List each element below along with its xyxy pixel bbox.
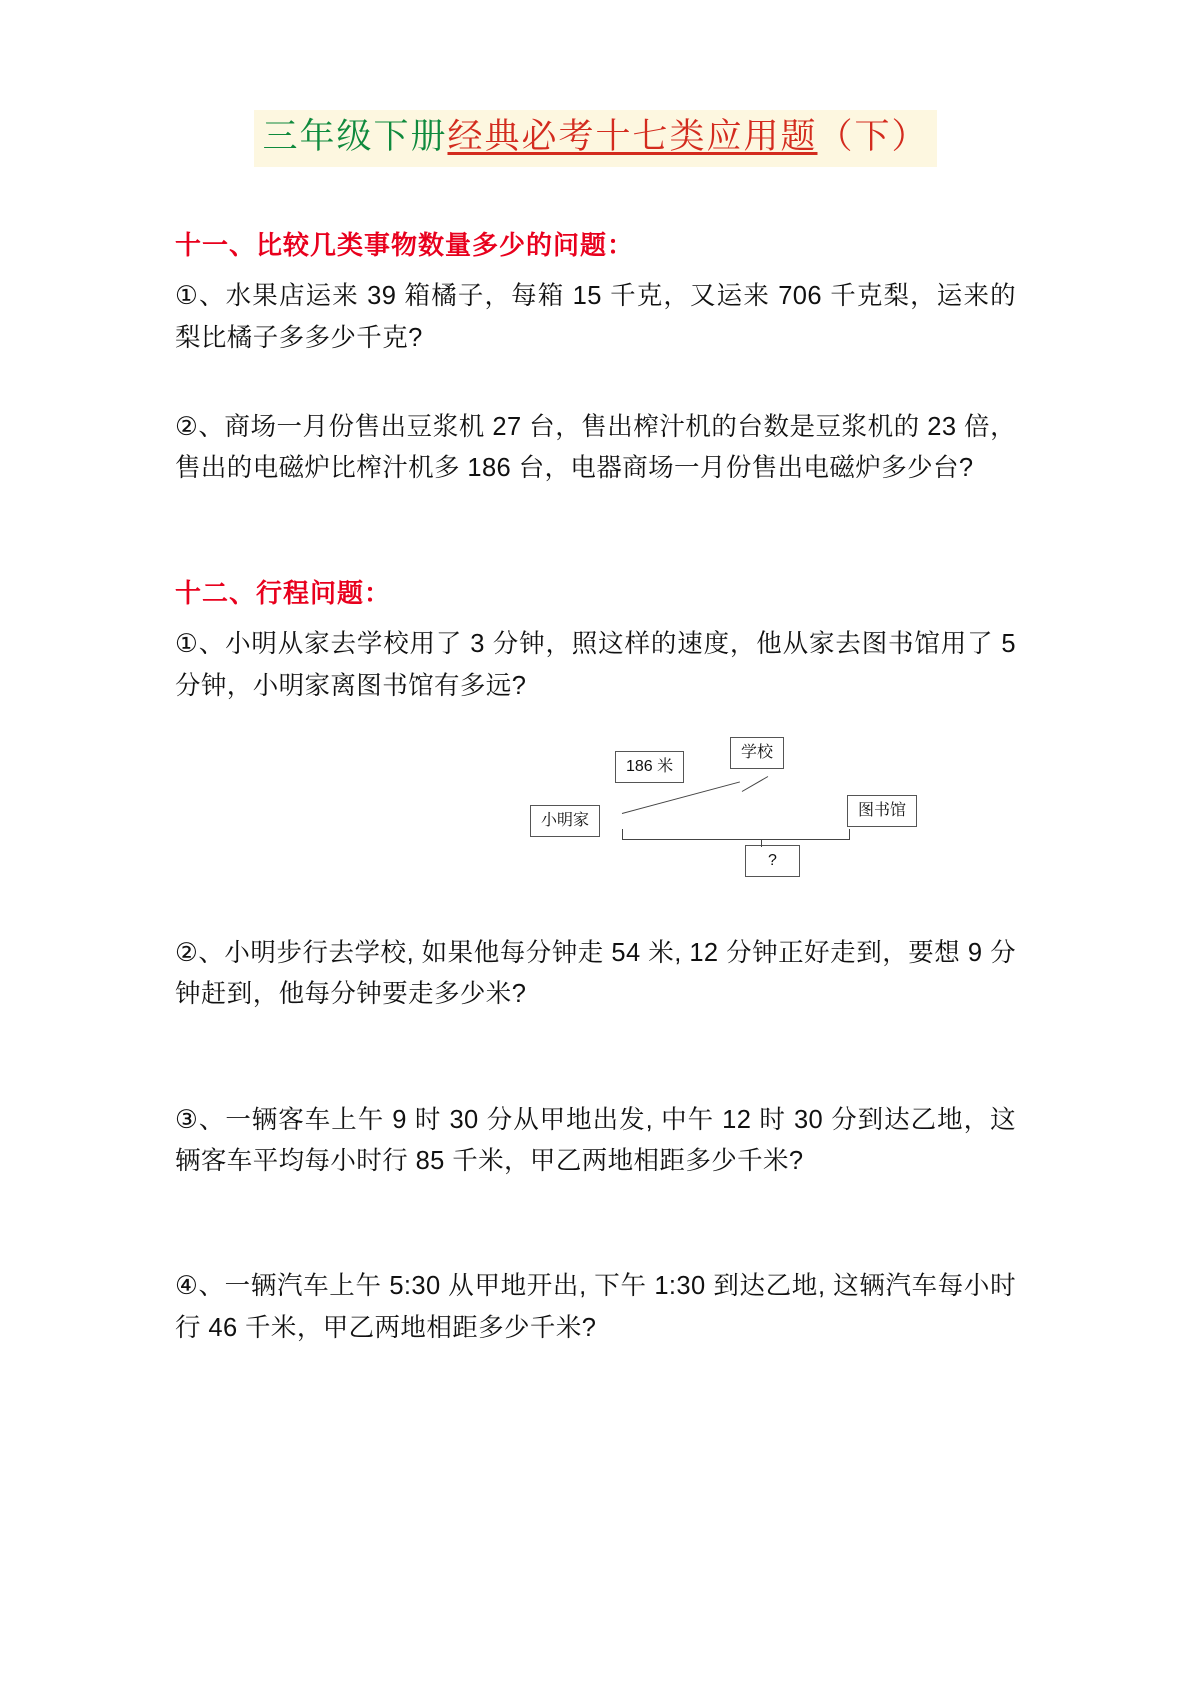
section-heading-11: 十一、比较几类事物数量多少的问题：: [175, 230, 635, 261]
diagram-label-home: 小明家: [530, 805, 600, 837]
route-diagram: [175, 733, 1016, 893]
page-title: [254, 110, 936, 167]
problem-12-2: ②、小明步行去学校, 如果他每分钟走 54 米, 12 分钟正好走到，要想 9 分钟赶到，他每分钟要走多少米?: [175, 939, 1016, 1009]
problem-12-3: ③、一辆客车上午 9 时 30 分从甲地出发, 中午 12 时 30 分到达乙地，这辆客车平均每小时行 85 千米，甲乙两地相距多少千米?: [175, 1105, 1016, 1175]
problem-12-4: ④、一辆汽车上午 5:30 从甲地开出, 下午 1:30 到达乙地, 这辆汽车每小时行 46 千米，甲乙两地相距多少千米?: [175, 1272, 1016, 1342]
diagram-label-unknown: ?: [745, 845, 800, 877]
page-title-main: 经典必考十七类应用题: [447, 117, 818, 157]
page-title-suffix: （下）: [817, 117, 929, 157]
problem-11-1: ①、水果店运来 39 箱橘子，每箱 15 千克，又运来 706 千克梨，运来的梨比橘子多多少千克?: [175, 282, 1016, 352]
diagram-tick-home: [622, 829, 623, 840]
diagram-label-school: 学校: [730, 737, 784, 769]
page-title-wrapper: [175, 110, 1016, 225]
diagram-tick-unknown: [761, 839, 762, 847]
diagram-label-library: 图书馆: [847, 795, 917, 827]
problem-11-2: ②、商场一月份售出豆浆机 27 台，售出榨汁机的台数是豆浆机的 23 倍，售出的电磁炉比榨汁机多 186 台，电器商场一月份售出电磁炉多少台?: [175, 412, 1016, 483]
diagram-line-school-up: [742, 776, 768, 792]
diagram-line-home-school: [622, 781, 740, 814]
problem-12-1: ①、小明从家去学校用了 3 分钟，照这样的速度，他从家去图书馆用了 5 分钟，小明家离图书馆有多远?: [175, 630, 1016, 700]
page-title-grade: 三年级下册: [262, 117, 448, 157]
diagram-label-distance: 186 米: [615, 751, 684, 783]
diagram-tick-library: [849, 829, 850, 840]
diagram-line-home-library: [622, 839, 850, 840]
section-heading-12: 十二、行程问题：: [175, 578, 392, 609]
